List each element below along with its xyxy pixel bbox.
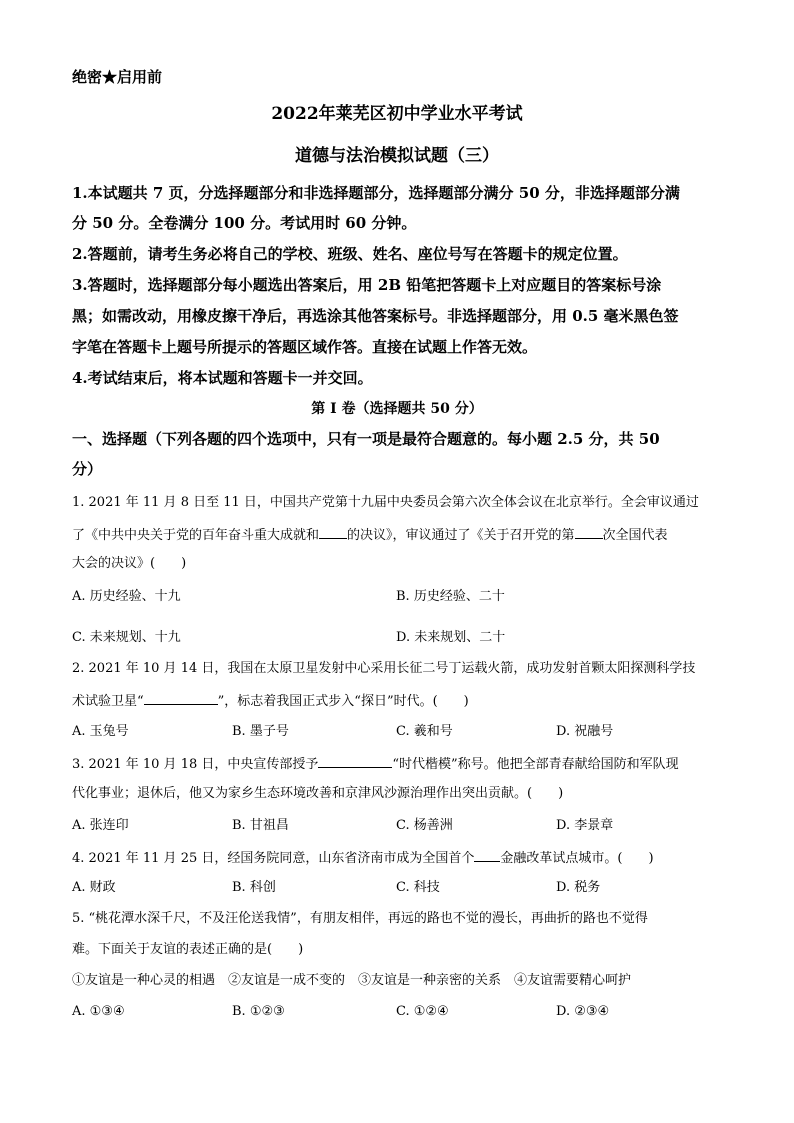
q5-option-d[interactable]: D. ②③④ <box>556 1004 610 1019</box>
q2-option-b[interactable]: B. 墨子号 <box>232 724 289 739</box>
q2-option-a[interactable]: A. 玉兔号 <box>72 724 129 739</box>
confidential-label: 绝密★启用前 <box>72 68 163 86</box>
instruction-line-7: 4.考试结束后，将本试题和答题卡一并交回。 <box>72 369 373 387</box>
q1-option-c[interactable]: C. 未来规划、十九 <box>72 630 181 645</box>
section-heading-line-1: 一、选择题（下列各题的四个选项中，只有一项是最符合题意的。每小题 2.5 分，共 50 <box>72 430 660 448</box>
q4-stem-line-1: 4. 2021 年 11 月 25 日，经国务院同意，山东省济南市成为全国首个 金融改革试点城市。( ) <box>72 851 654 866</box>
instruction-line-2: 分 50 分。全卷满分 100 分。考试用时 60 分钟。 <box>72 214 417 232</box>
q5-stem-line-2: 难。下面关于友谊的表述正确的是( ) <box>72 942 304 957</box>
q5-option-c[interactable]: C. ①②④ <box>396 1004 449 1019</box>
q4-option-b[interactable]: B. 科创 <box>232 880 276 895</box>
q4-option-c[interactable]: C. 科技 <box>396 880 440 895</box>
q1-option-d[interactable]: D. 未来规划、二十 <box>396 630 506 645</box>
q1-option-b[interactable]: B. 历史经验、二十 <box>396 589 505 604</box>
instruction-line-3: 2.答题前，请考生务必将自己的学校、班级、姓名、座位号写在答题卡的规定位置。 <box>72 245 628 263</box>
q5-option-b[interactable]: B. ①②③ <box>232 1004 285 1019</box>
q5-option-a[interactable]: A. ①③④ <box>72 1004 125 1019</box>
section-heading-line-2: 分） <box>72 460 103 478</box>
q2-stem-line-2: 术试验卫星“ ”，标志着我国正式步入“探日”时代。( ) <box>72 694 469 709</box>
q1-stem-line-3: 大会的决议》( ) <box>72 556 187 571</box>
q2-option-c[interactable]: C. 羲和号 <box>396 724 453 739</box>
q2-option-d[interactable]: D. 祝融号 <box>556 724 614 739</box>
section-title: 第 I 卷（选择题共 50 分） <box>311 401 483 417</box>
instruction-line-1: 1.本试题共 7 页，分选择题部分和非选择题部分，选择题部分满分 50 分，非选择题部分满 <box>72 184 680 202</box>
instruction-line-6: 字笔在答题卡上题号所提示的答题区域作答。直接在试题上作答无效。 <box>72 338 538 356</box>
exam-title: 2022年莱芜区初中学业水平考试 <box>271 104 523 124</box>
q3-stem-line-1: 3. 2021 年 10 月 18 日，中央宣传部授予 “时代楷模”称号。他把全部青春献给国防和军队现 <box>72 757 679 772</box>
instruction-line-5: 黑；如需改动，用橡皮擦干净后，再选涂其他答案标号。非选择题部分，用 0.5 毫米黑色签 <box>72 307 679 325</box>
q1-option-a[interactable]: A. 历史经验、十九 <box>72 589 181 604</box>
answer-blank <box>474 850 500 862</box>
instruction-line-4: 3.答题时，选择题部分每小题选出答案后，用 2B 铅笔把答题卡上对应题目的答案标号涂 <box>72 276 662 294</box>
q1-stem-line-1: 1. 2021 年 11 月 8 日至 11 日，中国共产党第十九届中央委员会第六次全体会议在北京举行。全会审议通过 <box>72 495 699 510</box>
q3-option-c[interactable]: C. 杨善洲 <box>396 818 453 833</box>
q5-stem-line-1: 5. “桃花潭水深千尺，不及汪伦送我情”，有朋友相伴，再远的路也不觉的漫长，再曲折的路也不觉得 <box>72 911 648 926</box>
answer-blank <box>575 527 603 539</box>
q3-option-d[interactable]: D. 李景章 <box>556 818 614 833</box>
answer-blank <box>144 693 218 705</box>
answer-blank <box>318 756 392 768</box>
q5-statements: ①友谊是一种心灵的相遇 ②友谊是一成不变的 ③友谊是一种亲密的关系 ④友谊需要精心呵护 <box>72 973 632 988</box>
q3-stem-line-2: 代化事业；退休后，他又为家乡生态环境改善和京津风沙源治理作出突出贡献。( ) <box>72 786 564 801</box>
q4-option-d[interactable]: D. 税务 <box>556 880 601 895</box>
answer-blank <box>319 527 347 539</box>
q2-stem-line-1: 2. 2021 年 10 月 14 日，我国在太原卫星发射中心采用长征二号丁运载火箭，成功发射首颗太阳探测科学技 <box>72 661 696 676</box>
q4-option-a[interactable]: A. 财政 <box>72 880 116 895</box>
q1-stem-line-2: 了《中共中央关于党的百年奋斗重大成就和 的决议》，审议通过了《关于召开党的第 次全国代表 <box>72 528 668 543</box>
q3-option-a[interactable]: A. 张连印 <box>72 818 129 833</box>
q3-option-b[interactable]: B. 甘祖昌 <box>232 818 289 833</box>
exam-subtitle: 道德与法治模拟试题（三） <box>295 146 499 166</box>
